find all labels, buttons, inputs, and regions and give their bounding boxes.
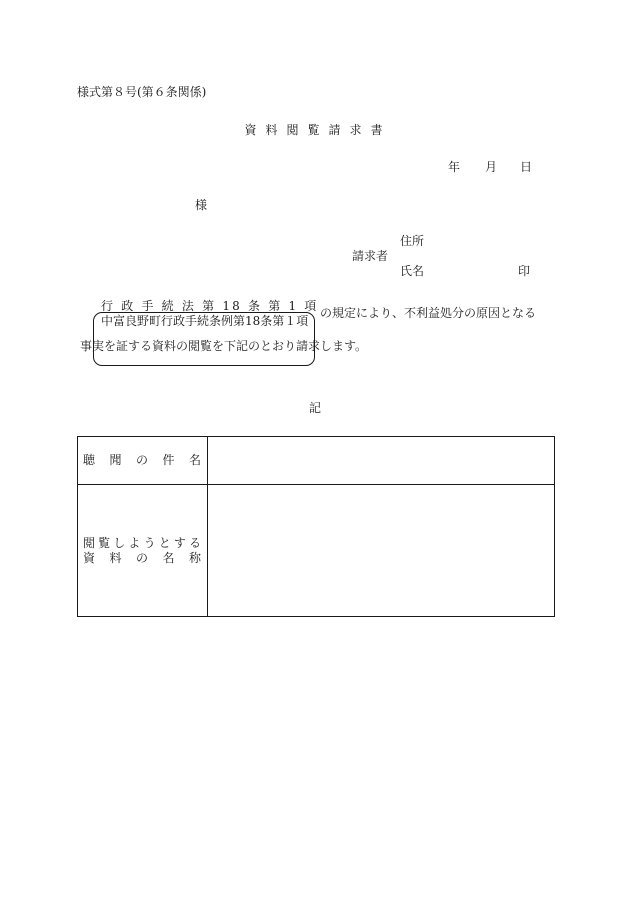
law-char: 手 xyxy=(141,299,156,313)
label-char: う xyxy=(143,535,156,550)
table-row xyxy=(78,437,555,485)
label-char: す xyxy=(173,535,186,550)
label-char: 閲 xyxy=(83,535,96,550)
addressee-suffix: 様 xyxy=(195,198,208,212)
label-char: 名 xyxy=(162,550,175,565)
hearing-subject-label xyxy=(78,437,208,485)
law-char: 法 xyxy=(181,299,197,313)
name-label: 氏名 xyxy=(400,264,425,278)
date-month-label: 月 xyxy=(485,160,498,174)
label-char: 覧 xyxy=(98,535,111,550)
table-row xyxy=(78,485,555,617)
label-char: る xyxy=(188,535,201,550)
note-heading: 記 xyxy=(308,401,321,415)
label-char: 聴 xyxy=(83,453,96,467)
law-char: 項 xyxy=(304,299,319,313)
document-title: 資料閲覧請求書 xyxy=(244,123,392,137)
seal-mark: 印 xyxy=(518,264,531,278)
label-char: 資 xyxy=(83,550,96,565)
label-char: の xyxy=(135,550,148,565)
law-char: 1 xyxy=(288,299,299,313)
body-line-1: の規定により、不利益処分の原因となる xyxy=(320,306,537,320)
law-char: 条 xyxy=(248,299,263,313)
label-char: 料 xyxy=(109,550,122,565)
label-char: よ xyxy=(128,535,141,550)
law-option-2: 中富良野町行政手続条例第18条第１項 xyxy=(101,314,309,328)
request-table xyxy=(77,436,555,617)
law-char: 第 xyxy=(268,299,283,313)
label-char: 称 xyxy=(188,550,201,565)
body-line-2: 事実を証する資料の閲覧を下記のとおり請求します。 xyxy=(80,339,368,353)
address-label: 住所 xyxy=(400,234,425,248)
law-char: 行 xyxy=(101,299,116,313)
label-char: 名 xyxy=(188,453,201,467)
law-char: 第 xyxy=(202,299,217,313)
material-name-label xyxy=(78,485,208,617)
label-char: の xyxy=(135,453,148,467)
form-number: 様式第８号(第６条関係) xyxy=(77,85,207,99)
label-char: 聞 xyxy=(109,453,122,467)
law-char: 政 xyxy=(121,299,136,313)
claimant-label: 請求者 xyxy=(352,249,389,263)
law-char: 18 xyxy=(222,299,242,313)
material-name-field[interactable] xyxy=(208,485,555,617)
law-option-1 xyxy=(101,300,319,312)
label-char: 件 xyxy=(162,453,175,467)
date-day-label: 日 xyxy=(520,160,533,174)
label-char: し xyxy=(113,535,126,550)
date-year-label: 年 xyxy=(448,160,461,174)
hearing-subject-field[interactable] xyxy=(208,437,555,485)
label-char: と xyxy=(158,535,171,550)
law-char: 続 xyxy=(161,299,176,313)
